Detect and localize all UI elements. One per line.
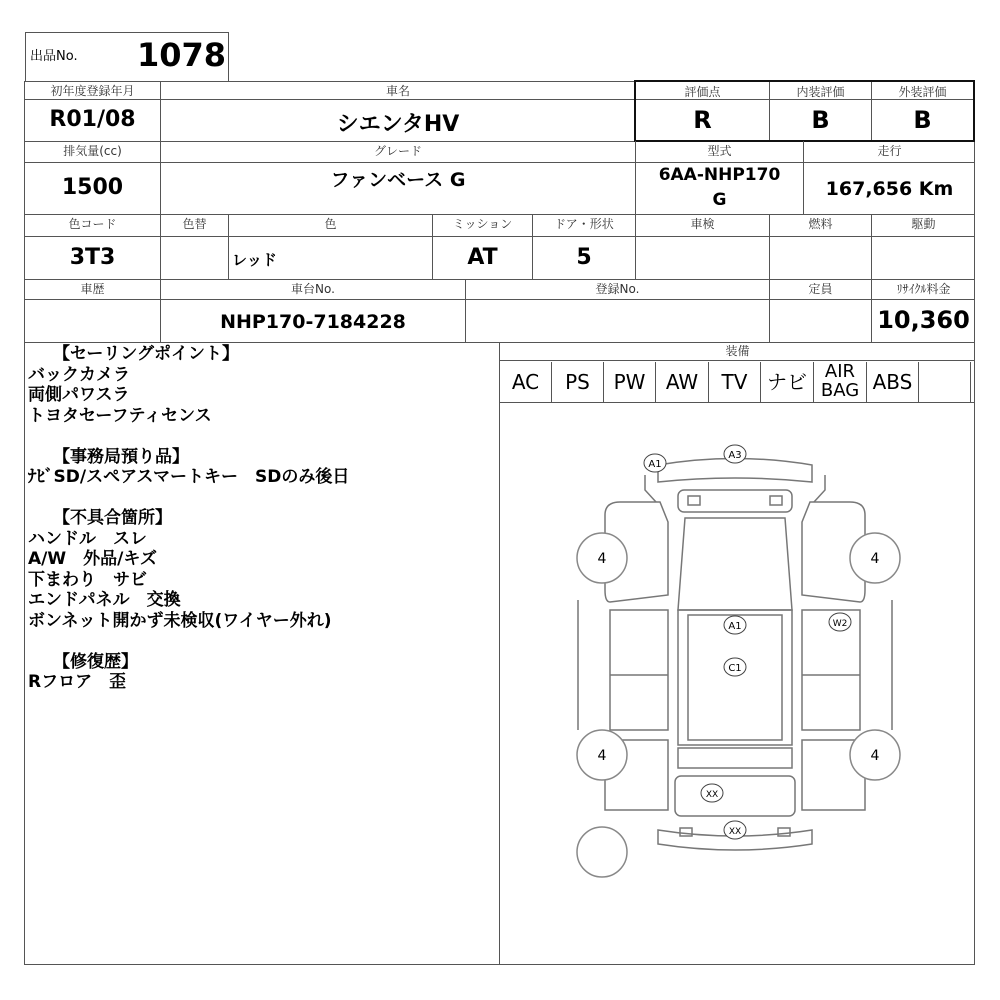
model-label: 型式	[707, 144, 732, 158]
doors-label: ドア・形状	[554, 217, 614, 231]
lot-label: 出品No.	[30, 49, 78, 64]
mark-tire-rl: 4	[597, 748, 607, 764]
score-value: R	[693, 106, 712, 134]
color-code-value: 3T3	[69, 245, 116, 270]
selling-point: トヨタセーフティセンス	[28, 405, 212, 426]
first-reg-label: 初年度登録年月	[50, 84, 135, 98]
equip-abs: ABS	[867, 362, 919, 402]
equip-navi: ナビ	[761, 362, 814, 402]
fuel-label: 燃料	[808, 217, 833, 231]
defect-item: 下まわり サビ	[28, 569, 147, 590]
first-reg-value: R01/08	[49, 107, 136, 132]
chassis-label: 車台No.	[291, 282, 335, 296]
lot-number: 1078	[136, 36, 226, 74]
mark-rear-bumper: XX	[728, 827, 742, 837]
mark-rear-panel: XX	[705, 790, 719, 800]
defects-title: 【不具合箇所】	[53, 508, 172, 528]
model-value-line2: G	[712, 190, 727, 210]
grade-label: グレード	[373, 144, 422, 158]
registration-label: 登録No.	[595, 282, 640, 296]
defect-item: ボンネット開かず未検収(ワイヤー外れ)	[28, 610, 332, 631]
capacity-label: 定員	[808, 282, 833, 296]
color-code-label: 色コード	[68, 217, 117, 231]
displacement-label: 排気量(cc)	[63, 144, 122, 158]
office-title: 【事務局預り品】	[53, 446, 189, 467]
equip-pw: PW	[604, 362, 656, 402]
history-label: 車歴	[80, 282, 105, 296]
car-name-value: シエンタHV	[336, 112, 460, 137]
office-item: ﾅﾋﾞSD/スペアスマートキー SDのみ後日	[28, 467, 350, 487]
color-label: 色	[324, 217, 337, 231]
equip-tv: TV	[709, 362, 761, 402]
mileage-value: 167,656 Km	[825, 178, 954, 200]
repair-title: 【修復歴】	[53, 651, 138, 672]
car-diagram	[560, 430, 920, 890]
mark-right-side: W2	[832, 619, 848, 629]
mileage-label: 走行	[877, 144, 902, 158]
mark-roof-c: C1	[728, 663, 742, 674]
selling-point: 両側パワスラ	[28, 385, 130, 405]
color-change-label: 色替	[182, 217, 207, 231]
equip-empty	[919, 362, 971, 402]
car-name-label: 車名	[385, 84, 410, 98]
exterior-value: B	[913, 106, 932, 134]
mark-tire-rr: 4	[870, 748, 880, 764]
doors-value: 5	[576, 245, 592, 270]
model-value-line1: 6AA-NHP170	[658, 165, 781, 185]
exterior-label: 外装評価	[898, 85, 947, 99]
equip-ac: AC	[500, 362, 552, 402]
score-label: 評価点	[684, 85, 721, 99]
equip-airbag-line2: BAG	[820, 380, 860, 401]
recycle-label: ﾘｻｲｸﾙ料金	[896, 282, 951, 296]
notes-panel	[28, 344, 493, 693]
defect-item: ハンドル スレ	[28, 528, 147, 549]
inspection-label: 車検	[690, 217, 715, 231]
interior-label: 内装評価	[796, 85, 845, 99]
mark-tire-fr: 4	[870, 551, 880, 567]
interior-value: B	[811, 106, 830, 134]
defect-item: エンドパネル 交換	[28, 590, 181, 610]
mark-front-left: A1	[648, 459, 662, 470]
recycle-value: 10,360	[877, 306, 970, 334]
selling-title: 【セーリングポイント】	[53, 344, 239, 364]
color-value: レッド	[232, 251, 277, 269]
equip-ps: PS	[552, 362, 604, 402]
equipment-label: 装備	[725, 344, 750, 358]
drive-label: 駆動	[911, 217, 936, 231]
equip-aw: AW	[656, 362, 709, 402]
grade-value: ファンベース G	[330, 169, 466, 191]
mark-front-top: A3	[728, 450, 742, 461]
transmission-value: AT	[467, 245, 498, 270]
mark-tire-fl: 4	[597, 551, 607, 567]
transmission-label: ミッション	[452, 217, 513, 231]
selling-point: バックカメラ	[28, 364, 130, 385]
defect-item: A/W 外品/キズ	[28, 549, 157, 569]
equip-airbag	[814, 362, 867, 402]
mark-roof-a: A1	[728, 621, 742, 632]
equip-airbag-line1: AIR	[824, 361, 856, 382]
repair-item: Rフロア 歪	[28, 672, 127, 692]
chassis-value: NHP170-7184228	[220, 311, 406, 333]
displacement-value: 1500	[61, 175, 124, 200]
